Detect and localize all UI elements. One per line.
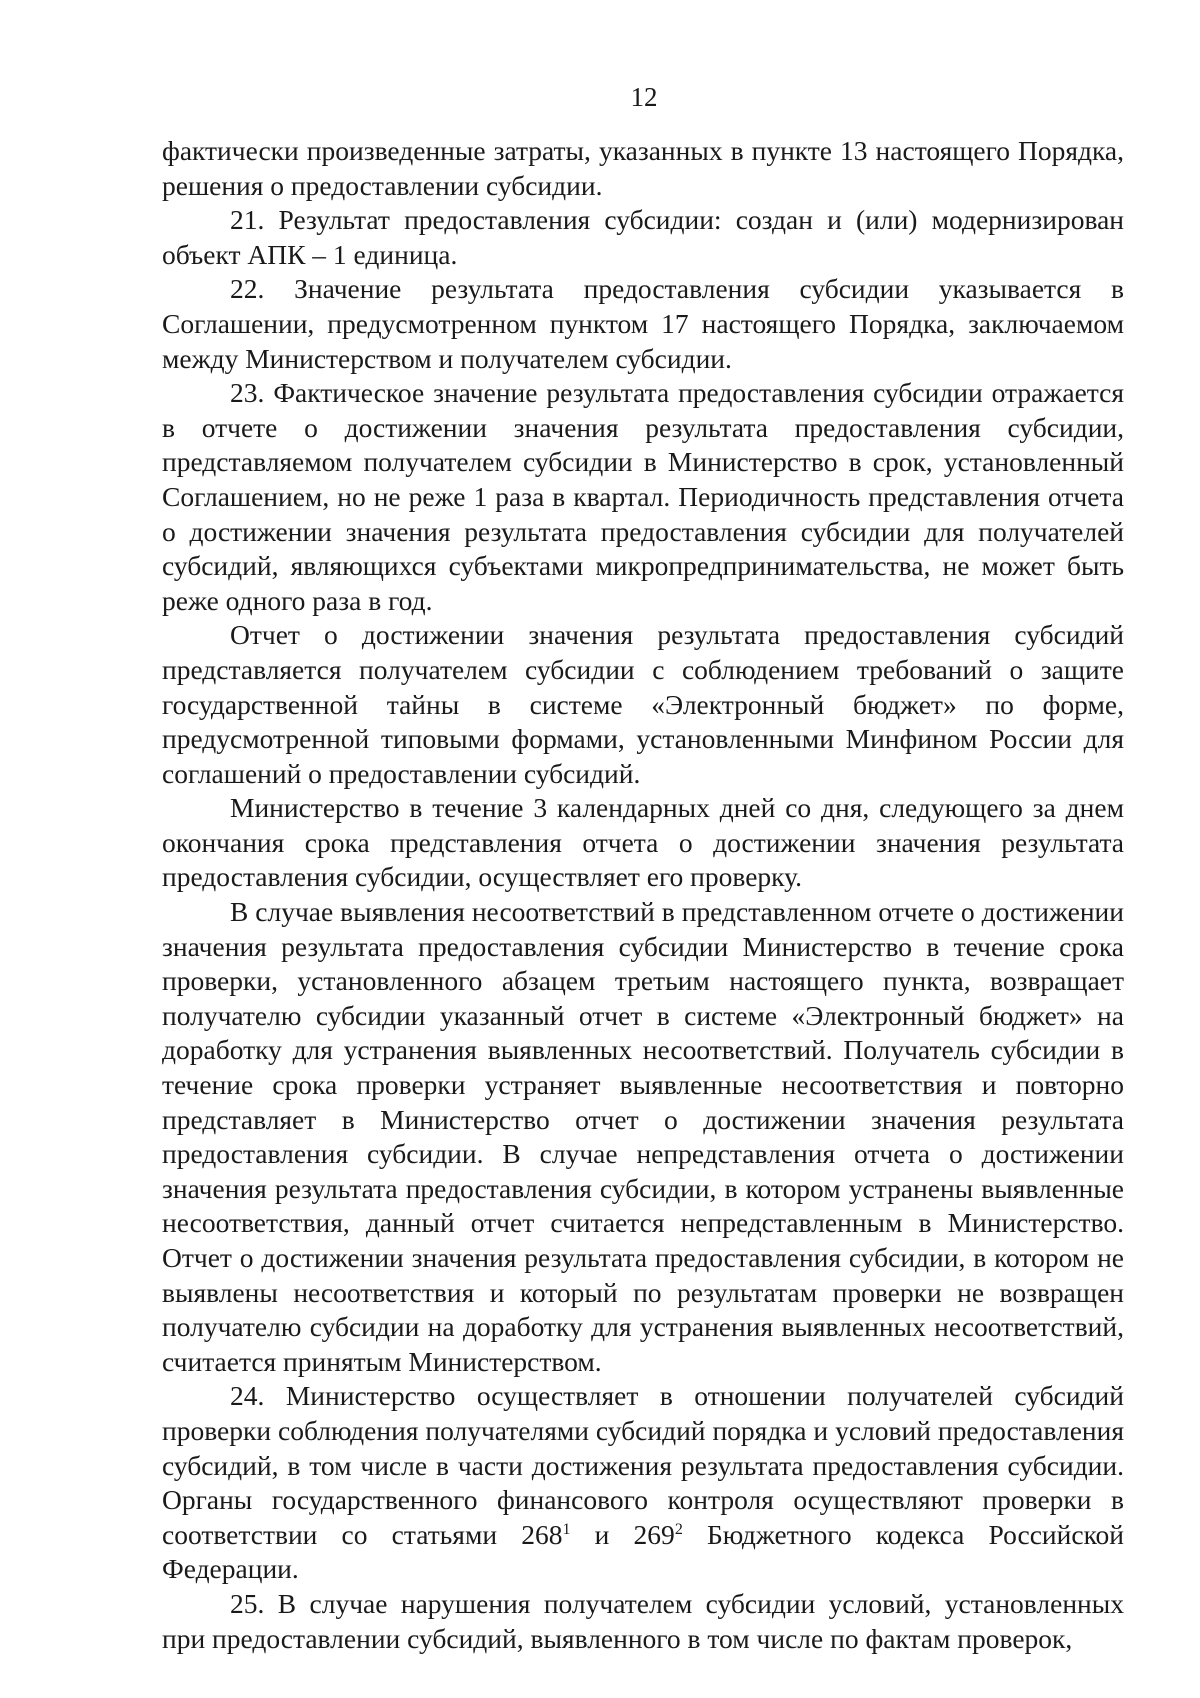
paragraph-23-report: Отчет о достижении значения результата предоставления субсидий представляется получателем субсидии с соблюдением требований о защите государственной тайны в системе «Электронный бюджет» по форме, предусмотренной типовыми формами, установленными Минфином России для соглашений о предоставлении субсидий. xyxy=(162,619,1124,789)
paragraph-22: 22. Значение результата предоставления субсидии указывается в Соглашении, предусмотренном пунктом 17 настоящего Порядка, заключаемом между Министерством и получателем субсидии. xyxy=(162,273,1124,374)
superscript-2: 2 xyxy=(674,1520,683,1538)
paragraph-continuation: фактически произведенные затраты, указанных в пункте 13 настоящего Порядка, решения о предоставлении субсидии. xyxy=(162,135,1124,201)
paragraph-25: 25. В случае нарушения получателем субсидии условий, установленных при предоставлении субсидий, выявленного в том числе по фактам проверок, xyxy=(162,1587,1124,1654)
paragraph-24-text-2: и 269 xyxy=(570,1518,675,1550)
document-body xyxy=(162,134,1124,1656)
paragraph-24-text-1: 24. Министерство осуществляет в отношении получателей субсидий проверки соблюдения получателями субсидий порядка и условий предоставления субсидий, в том числе в части достижения результата предоставления субсидии. Органы государственного финансового контроля осуществляют проверки в соответствии со статьями 268 xyxy=(162,1380,1124,1550)
paragraph-21: 21. Результат предоставления субсидии: создан и (или) модернизирован объект АПК – 1 единица. xyxy=(162,204,1124,270)
paragraph-23-discrepancies: В случае выявления несоответствий в представленном отчете о достижении значения результата предоставления субсидии Министерство в течение срока проверки, установленного абзацем третьим настоящего пункта, возвращает получателю субсидии указанный отчет в системе «Электронный бюджет» на доработку для устранения выявленных несоответствий. Получатель субсидии в течение срока проверки устраняет выявленные несоответствия и повторно представляет в Министерство отчет о достижении значения результата предоставления субсидии. В случае непредставления отчета о достижении значения результата предоставления субсидии, в котором устранены выявленные несоответствия, данный отчет считается непредставленным в Министерство. Отчет о достижении значения результата предоставления субсидии, в котором не выявлены несоответствия и который по результатам проверки не возвращен получателю субсидии на доработку для устранения выявленных несоответствий, считается принятым Министерством. xyxy=(162,896,1124,1377)
superscript-1: 1 xyxy=(562,1520,571,1538)
paragraph-24 xyxy=(162,1379,1124,1587)
paragraph-23: 23. Фактическое значение результата предоставления субсидии отражается в отчете о достижении значения результата предоставления субсидии, представляемом получателем субсидии в Министерство в срок, установленный Соглашением, но не реже 1 раза в квартал. Периодичность представления отчета о достижении значения результата предоставления субсидии для получателей субсидий, являющихся субъектами микропредпринимательства, не может быть реже одного раза в год. xyxy=(162,377,1124,616)
paragraph-23-check: Министерство в течение 3 календарных дней со дня, следующего за днем окончания срока представления отчета о достижении значения результата предоставления субсидии, осуществляет его проверку. xyxy=(162,792,1124,893)
page-number: 12 xyxy=(630,82,658,112)
paragraph-24-text-3: Бюджетного кодекса Российской Федерации. xyxy=(162,1518,1124,1585)
